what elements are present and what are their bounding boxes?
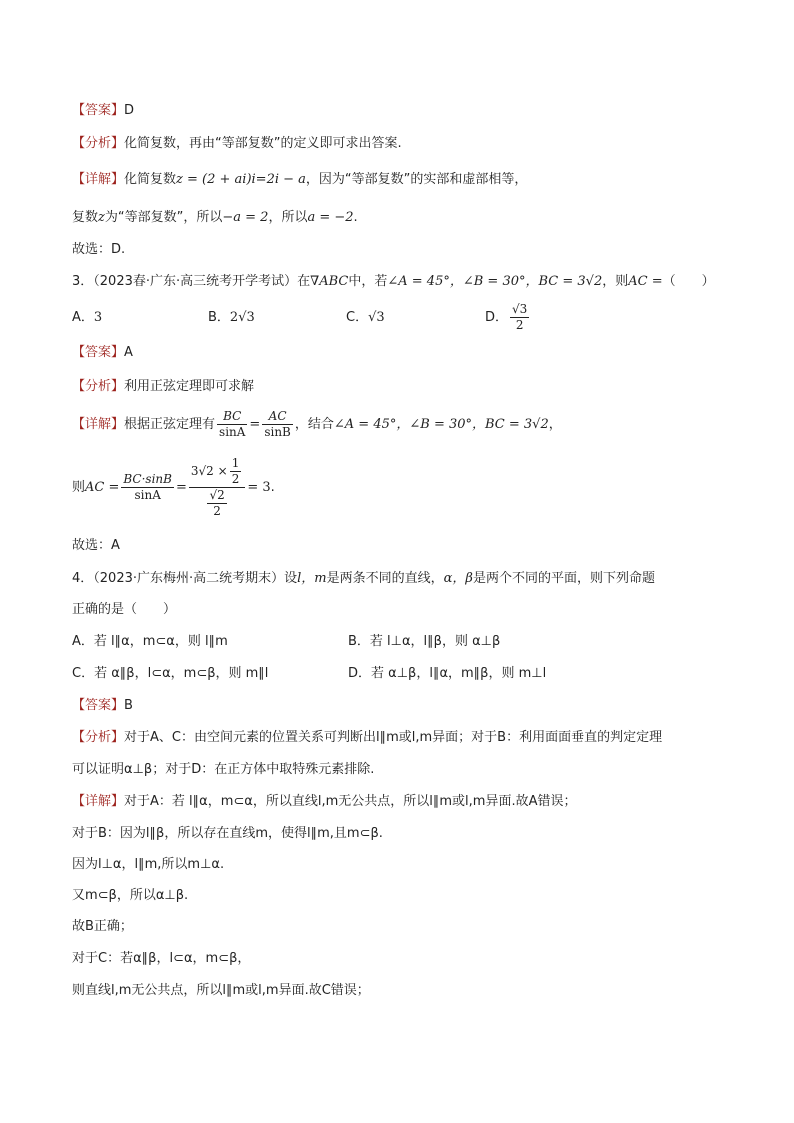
detail-text: 对于A：若 l∥α，m⊂α，所以直线l,m无公共点，所以l∥m或l,m异面.故A错误； <box>124 794 577 809</box>
detail-text: 为“等部复数”，所以 <box>104 210 223 225</box>
option-value: 2√3 <box>229 310 255 325</box>
detail-text: ，因为“等部复数”的实部和虚部相等， <box>305 172 528 187</box>
detail-text: 故B正确； <box>72 919 133 934</box>
option-letter: D． <box>485 310 509 325</box>
q4-option-c <box>72 664 268 684</box>
fraction-numerator: 1 <box>231 456 240 470</box>
q3-analysis-line <box>72 377 254 397</box>
paren: （ ） <box>662 274 715 289</box>
analysis-tag: 【分析】 <box>72 730 125 745</box>
q4-detail-line-2 <box>72 824 383 844</box>
q2-analysis-line <box>72 134 402 154</box>
stem-text: 4．（2023·广东梅州·高二统考期末）设 <box>72 571 298 586</box>
option-fraction <box>510 302 529 333</box>
denominator-fraction <box>207 488 226 519</box>
math-var: z <box>98 210 105 225</box>
stem-text: 中，若 <box>348 274 388 289</box>
detail-tag: 【详解】 <box>72 794 125 809</box>
q4-detail-line-4 <box>72 886 188 906</box>
stem-text: 正确的是（ ） <box>72 602 177 617</box>
option-letter: C． <box>346 310 369 325</box>
q4-option-b <box>348 632 500 652</box>
option-a <box>72 308 102 328</box>
option-text: 若 l⊥α，l∥β，则 α⊥β <box>369 634 501 649</box>
option-letter: A． <box>72 310 94 325</box>
detail-text: . <box>353 210 358 225</box>
fraction-numerator: √2 <box>209 488 225 502</box>
option-text: 若 α⊥β，l∥α，m∥β，则 m⊥l <box>371 666 547 681</box>
numerator-product: 3√2 × <box>190 464 228 478</box>
analysis-tag: 【分析】 <box>72 379 125 394</box>
detail-text: 对于B：因为l∥β，所以存在直线m，使得l∥m,且m⊂β. <box>72 826 383 841</box>
detail-text: 根据正弦定理有 <box>124 417 216 432</box>
q2-detail-line <box>72 170 527 190</box>
math-var: α，β <box>443 571 473 586</box>
fraction-denominator: sinA <box>134 488 161 502</box>
calc-result: = 3 <box>247 480 271 495</box>
analysis-text: 利用正弦定理即可求解 <box>124 379 255 394</box>
option-d <box>485 302 531 333</box>
fraction-numerator: BC <box>217 409 247 425</box>
fraction-denominator: 2 <box>213 504 221 518</box>
q4-analysis-line-2 <box>72 760 374 780</box>
detail-text: ， <box>548 417 562 432</box>
detail-text: ，所以 <box>268 210 308 225</box>
q3-detail-line: 【详解】根据正弦定理有 $\frac{BC}{\sin A}$ = $\frac{AC}{\sin B}$ ，结合∠A = 45°，∠B = 30°，BC = 3√2， <box>72 409 562 439</box>
option-letter: B． <box>208 310 230 325</box>
fraction-denominator: 2 <box>231 472 240 486</box>
condition: ∠A = 45°，∠B = 30°，BC = 3√2 <box>333 417 549 432</box>
analysis-tag: 【分析】 <box>72 136 125 151</box>
option-c <box>346 308 385 328</box>
detail-text: 则直线l,m无公共点，所以l∥m或l,m异面.故C错误； <box>72 983 370 998</box>
math-eq: a = −2 <box>307 210 354 225</box>
stem-text: 是两条不同的直线， <box>326 571 444 586</box>
law-fraction-left <box>217 409 247 440</box>
q2-answer-line <box>72 101 134 121</box>
detail-text: 因为l⊥α，l∥m,所以m⊥α. <box>72 857 225 872</box>
answer-value: B <box>124 698 133 713</box>
q4-option-d <box>348 664 546 684</box>
math-eq: −a = 2 <box>222 210 269 225</box>
law-fraction-right <box>262 409 293 440</box>
answer-value: A <box>124 345 133 360</box>
fraction-denominator: sinB <box>264 425 291 439</box>
q4-stem-1 <box>72 569 655 589</box>
calc-prefix: 则 <box>72 480 86 495</box>
option-value: 3 <box>93 310 103 325</box>
fraction-numerator <box>189 456 245 488</box>
answer-tag: 【答案】 <box>72 698 125 713</box>
option-letter: B． <box>348 634 370 649</box>
calc-fraction-1 <box>121 472 174 503</box>
option-text: 若 l∥α，m⊂α，则 l∥m <box>93 634 228 649</box>
q3-answer-line <box>72 343 133 363</box>
math-var: l，m <box>297 571 327 586</box>
half-fraction <box>230 456 242 487</box>
triangle-label: ∇ABC <box>310 274 349 289</box>
answer-tag: 【答案】 <box>72 345 125 360</box>
analysis-text: 可以证明α⊥β；对于D：在正方体中取特殊元素排除. <box>72 762 375 777</box>
detail-text: 又m⊂β，所以α⊥β. <box>72 888 189 903</box>
detail-tag: 【详解】 <box>72 417 125 432</box>
q3-calc-line: 则AC = $\frac{BC\cdot\sin B}{\sin A}$ = 3√2 × $\frac{1}{2}$ $\frac{√2}{2}$ = 3. <box>72 456 275 518</box>
detail-text: 化简复数 <box>124 172 177 187</box>
fraction-denominator: sinA <box>219 425 246 439</box>
stem-text: 是两个不同的平面，则下列命题 <box>472 571 655 586</box>
analysis-text: 对于A、C：由空间元素的位置关系可判断出l∥m或l,m异面；对于B：利用面面垂直的判定定理 <box>124 730 663 745</box>
option-text: 若 α∥β，l⊂α，m⊂β，则 m∥l <box>94 666 269 681</box>
stem-text: ，则 <box>602 274 629 289</box>
q4-detail-line-5 <box>72 917 133 937</box>
q4-stem-2 <box>72 600 176 620</box>
detail-text: 对于C：若α∥β，l⊂α，m⊂β， <box>72 951 251 966</box>
q4-option-a <box>72 632 228 652</box>
answer-tag: 【答案】 <box>72 103 125 118</box>
calc-fraction-2 <box>189 456 245 519</box>
calc-end: . <box>270 480 275 495</box>
fraction-denominator <box>189 488 245 519</box>
detail-text: ，结合 <box>294 417 334 432</box>
condition: ∠A = 45°，∠B = 30°，BC = 3√2 <box>387 274 603 289</box>
detail-text: 复数 <box>72 210 99 225</box>
q4-answer-line <box>72 696 133 716</box>
option-letter: A． <box>72 634 94 649</box>
q3-stem <box>72 272 715 292</box>
q3-choice-line <box>72 536 120 556</box>
option-value: √3 <box>368 310 385 325</box>
option-letter: D． <box>348 666 372 681</box>
fraction-numerator: AC <box>262 409 293 425</box>
fraction-numerator: √3 <box>512 302 528 316</box>
analysis-text: 化简复数，再由“等部复数”的定义即可求出答案. <box>124 136 402 151</box>
detail-tag: 【详解】 <box>72 172 125 187</box>
q4-analysis-line-1 <box>72 728 662 748</box>
detail-formula: z = (2 + ai)i=2i − a <box>176 172 306 187</box>
q4-detail-line-1 <box>72 792 576 812</box>
q2-detail-line-2 <box>72 208 358 228</box>
choice-text: 故选：D. <box>72 242 126 257</box>
option-b <box>208 308 255 328</box>
fraction-denominator: 2 <box>515 318 524 332</box>
answer-value: D <box>124 103 135 118</box>
calc-lhs: AC = <box>85 480 120 495</box>
stem-text: 3．（2023春·广东·高三统考开学考试）在 <box>72 274 311 289</box>
fraction-numerator: BC·sinB <box>123 472 172 486</box>
q4-detail-line-3 <box>72 855 224 875</box>
choice-text: 故选：A <box>72 538 120 553</box>
q4-detail-line-6 <box>72 949 250 969</box>
option-letter: C． <box>72 666 95 681</box>
q4-detail-line-7 <box>72 981 370 1001</box>
q2-choice-line <box>72 240 125 260</box>
ask-expr: AC = <box>628 274 663 289</box>
